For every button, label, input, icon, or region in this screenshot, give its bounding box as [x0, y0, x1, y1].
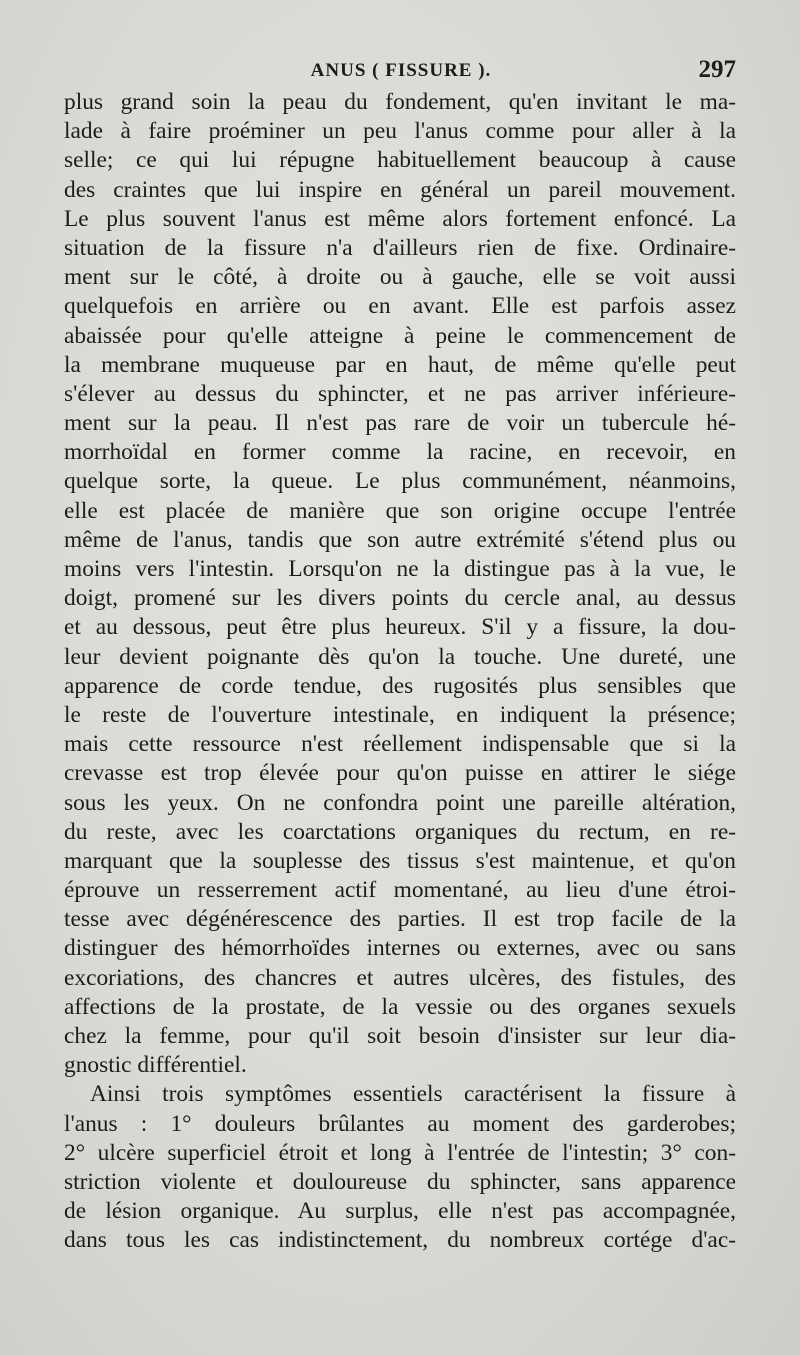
text-line: affections de la prostate, de la vessie ou des organes sexuels: [64, 993, 736, 1020]
text-line: striction violente et douloureuse du sphincter, sans apparence: [64, 1168, 736, 1195]
text-line: situation de la fissure n'a d'ailleurs rien de fixe. Ordinaire-: [64, 234, 736, 261]
text-line: tesse avec dégénérescence des parties. Il est trop facile de la: [64, 906, 736, 933]
text-line: morrhoïdal en former comme la racine, en recevoir, en: [64, 439, 736, 466]
text-line: de lésion organique. Au surplus, elle n'est pas accompagnée,: [64, 1198, 736, 1225]
text-line: le reste de l'ouverture intestinale, en indiquent la présence;: [64, 701, 736, 728]
text-line: chez la femme, pour qu'il soit besoin d'insister sur leur dia-: [64, 1023, 736, 1049]
running-head: [64, 56, 738, 90]
text-line: quelquefois en arrière ou en avant. Elle est parfois assez: [64, 293, 736, 320]
text-line: la membrane muqueuse par en haut, de même qu'elle peut: [64, 351, 736, 378]
text-line: marquant que la souplesse des tissus s'est maintenue, et qu'on: [64, 847, 736, 874]
paragraph-end-line: gnostic différentiel.: [64, 1052, 247, 1079]
text-line: mais cette ressource n'est réellement indispensable que si la: [64, 731, 736, 758]
text-line: l'anus : 1° douleurs brûlantes au moment des garderobes;: [64, 1110, 736, 1137]
text-line: des craintes que lui inspire en général un pareil mouvement.: [64, 176, 736, 203]
text-line: selle; ce qui lui répugne habituellement beaucoup à cause: [64, 147, 736, 174]
page-number: 297: [698, 56, 736, 83]
text-line: ment sur le côté, à droite ou à gauche, elle se voit aussi: [64, 264, 736, 291]
text-line: dans tous les cas indistinctement, du nombreux cortége d'ac-: [64, 1227, 736, 1254]
text-line: moins vers l'intestin. Lorsqu'on ne la distingue pas à la vue, le: [64, 556, 736, 582]
text-line: leur devient poignante dès qu'on la touche. Une dureté, une: [64, 643, 736, 670]
text-line: ment sur la peau. Il n'est pas rare de voir un tubercule hé-: [64, 410, 736, 437]
text-line: distinguer des hémorrhoïdes internes ou externes, avec ou sans: [64, 935, 736, 962]
text-line: et au dessous, peut être plus heureux. S'il y a fissure, la dou-: [64, 614, 736, 641]
text-line: elle est placée de manière que son origine occupe l'entrée: [64, 497, 736, 524]
text-line: 2° ulcère superficiel étroit et long à l'entrée de l'intestin; 3° con-: [64, 1139, 736, 1166]
text-line: plus grand soin la peau du fondement, qu'en invitant le ma-: [64, 89, 736, 115]
text-line: lade à faire proéminer un peu l'anus comme pour aller à la: [64, 118, 736, 145]
text-line: crevasse est trop élevée pour qu'on puisse en attirer le siége: [64, 760, 736, 787]
text-line: du reste, avec les coarctations organiques du rectum, en re-: [64, 818, 736, 845]
text-line: doigt, promené sur les divers points du cercle anal, au dessus: [64, 585, 736, 612]
text-line: quelque sorte, la queue. Le plus communément, néanmoins,: [64, 468, 736, 495]
text-line: apparence de corde tendue, des rugosités plus sensibles que: [64, 672, 736, 699]
text-line: s'élever au dessus du sphincter, et ne pas arriver inférieure-: [64, 380, 736, 407]
body-text: [64, 88, 736, 1256]
text-line: Le plus souvent l'anus est même alors fortement enfoncé. La: [64, 205, 736, 232]
paragraph-start-line: Ainsi trois symptômes essentiels caractérisent la fissure à: [90, 1081, 736, 1108]
text-line: éprouve un resserrement actif momentané, au lieu d'une étroi-: [64, 877, 736, 904]
running-title: ANUS ( FISSURE ).: [310, 60, 492, 81]
text-line: excoriations, des chancres et autres ulcères, des fistules, des: [64, 964, 736, 991]
text-line: même de l'anus, tandis que son autre extrémité s'étend plus ou: [64, 526, 736, 553]
text-line: sous les yeux. On ne confondra point une pareille altération,: [64, 789, 736, 816]
text-line: abaissée pour qu'elle atteigne à peine le commencement de: [64, 322, 736, 349]
